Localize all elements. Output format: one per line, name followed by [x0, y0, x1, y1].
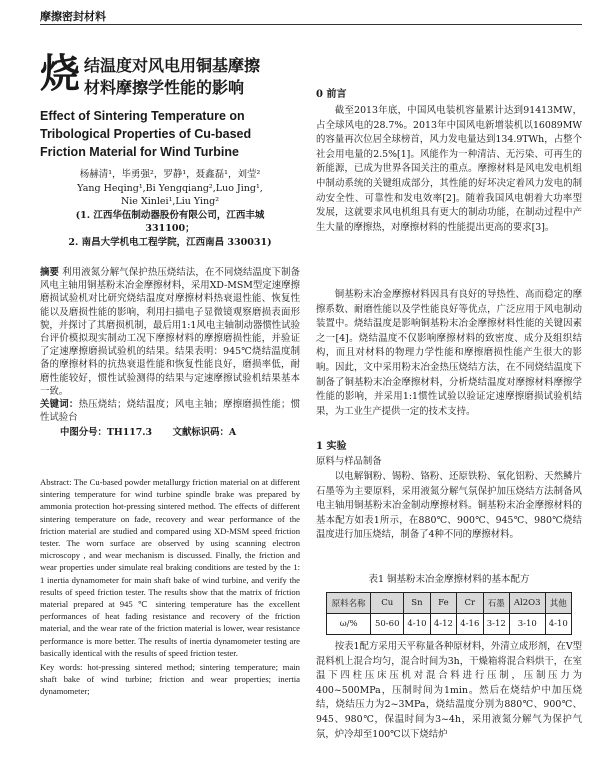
table-cell: 4-12 — [430, 614, 456, 635]
experiment-subheading: 原料与样品制备 — [316, 456, 382, 467]
header-rule — [40, 24, 582, 25]
experiment-paragraph-1: 以电解铜粉、锡粉、铬粉、还原铁粉、氧化铝粉、天然鳞片石墨等为主要原料，采用液氮分解气氛保护加压烧结方法制备风电主轴用铜基粉末冶金制动摩擦材料。铜基粉末冶金摩擦材料的基本配方如表1所示，在880℃、900℃、945℃、980℃烧结温度进行加压烧结，制备了4种不同的摩擦材料。 — [316, 471, 582, 541]
doc-code: A — [228, 427, 237, 439]
title-drop-cap: 烧 — [40, 51, 80, 97]
table-cell: 50-60 — [371, 614, 404, 635]
table-row — [327, 614, 572, 635]
abstract-cn-label: 摘要 — [40, 267, 60, 278]
doc-code-label: 文献标识码： — [172, 427, 229, 439]
title-en-line3: Friction Material for Wind Turbine — [40, 145, 239, 159]
table-header-cell: Sn — [404, 593, 430, 614]
authors-en-line2: Nie Xinlei¹,Liu Ying² — [120, 196, 220, 207]
title-cn-line2: 材料摩擦学性能的影响 — [84, 78, 245, 97]
title-en-line2: Tribological Properties of Cu-based — [40, 127, 252, 141]
clc-label: 中图分号： — [60, 427, 107, 439]
table-header-cell: Al2O3 — [510, 593, 545, 614]
keywords-cn: 热压烧结；烧结温度；风电主轴；摩擦磨损性能；惯性试验台 — [40, 399, 300, 424]
keywords-cn-label: 关键词： — [40, 399, 79, 411]
table-header-cell: 其他 — [545, 593, 572, 614]
experiment-heading: 1 实验 — [316, 441, 347, 452]
table-header-cell: Cr — [457, 593, 483, 614]
foreword-paragraph-1: 截至2013年底，中国风电装机容量累计达到91413MW，占全球风电的28.7%。2013年中国风电新增装机以16089MW的容量再次位居全球榜首，风力发电量达到134.9TWh，占整个社会用电量的2.5%[1]。风能作为一种清洁、无污染、可再生的新能源，已成为世界各国关注的重点。摩擦材料是风电发电机组中制动系统的关键组成部分，其性能的好坏决定着风力发电的制动安全性、可靠性和发电效率[2]。随着我国风电朝着大功率型发展，这就要求风电机组具有更大的制动功能，在制动过程中产生大量的摩擦热，对摩擦材料的性能提出更高的要求[3]。 — [316, 105, 582, 233]
table-cell: 3-10 — [510, 614, 545, 635]
table-header-row — [327, 593, 572, 614]
table-cell: 4-10 — [545, 614, 572, 635]
authors-en-line1: Yang Heqing¹,Bi Yengqiang²,Luo Jing¹, — [77, 183, 263, 194]
keywords-en-label: Key words: — [40, 662, 83, 673]
table-cell: 4-16 — [457, 614, 483, 635]
table-header-cell: 原料名称 — [327, 593, 371, 614]
clc-number: TH117.3 — [106, 427, 153, 439]
authors-cn: 杨赫清¹，毕勇强²，罗静¹，聂鑫磊¹，刘莹² — [79, 169, 261, 180]
affiliation-1-line1: (1. 江西华伍制动器股份有限公司，江西丰城 — [75, 210, 265, 221]
foreword-paragraph-2: 铜基粉末冶金摩擦材料因具有良好的导热性、高而稳定的摩擦系数、耐磨性能以及学性能良好等优点，广泛应用于风电制动装置中。烧结温度是影响铜基粉末冶金摩擦材料性能的关键因素之一[4]。烧结温度不仅影响摩擦材料的致密度、成分及组织结构，而且对材料的物理力学性能和摩擦磨损性能产生很大的影响。因此，文中采用粉末冶金热压烧结方法，在不同烧结温度下制备了铜基粉末冶金摩擦材料，分析烧结温度对摩擦材料摩擦学性能的影响，并采用1:1惯性试验以验证定速摩擦磨损试验机结果，为工业生产提供一定的技术支持。 — [316, 289, 582, 417]
composition-table — [326, 592, 572, 635]
table-header-cell: Fe — [430, 593, 456, 614]
table-cell: ω/% — [327, 614, 371, 635]
affiliation-1-line2: 331100； — [145, 223, 195, 234]
table-cell: 4-10 — [404, 614, 430, 635]
title-cn-line1: 结温度对风电用铜基摩擦 — [84, 56, 261, 75]
experiment-paragraph-2: 按表1配方采用天平称量各种原材料，外清立成形剂，在V型混料机上混合均匀，混合时间为3h，干燥箱将混合料烘干，在室温下四柱压床压机对混合料进行压制，压制压力为400~500MPa，压制时间为1min。然后在烧结炉中加压烧结，烧结压力为2~3MPa，烧结温度分别为880℃、900℃、945、980℃，保温时间为3~4h，采用液氮分解气为保护气氛，炉冷却至100℃以下烧结炉 — [316, 641, 582, 740]
section-label: 摩擦密封材料 — [40, 10, 106, 23]
title-en-line1: Effect of Sintering Temperature on — [40, 109, 245, 123]
abstract-en — [40, 476, 300, 698]
table-cell: 3-12 — [483, 614, 509, 635]
table-caption: 表1 铜基粉末冶金摩擦材料的基本配方 — [368, 574, 530, 585]
abstract-cn — [40, 266, 300, 440]
abstract-cn-text: 利用液氮分解气保护热压烧结法，在不同烧结温度下制备风电主轴用铜基粉末冶金摩擦材料，采用XD-MSM型定速摩擦磨损试验机对比研究烧结温度对摩擦材料热衰退性能、恢复性能以及磨损性能的影响，利用扫描电子显微镜观察磨损表面形貌，并探讨了其磨损机制，最后用1:1风电主轴制动器惯性试验台评价模拟现实制动工况下摩擦材料的摩擦磨损性能，并验证了定速摩擦磨损试验机的结果。结果表明：945℃烧结温度制备的摩擦材料的抗热衰退性能和恢复性能良好，磨损率低，耐磨性能较好，惯性试验测得的结果与定速摩擦试验机结果基本一致。 — [40, 267, 300, 397]
table-header-cell: 石墨 — [483, 593, 509, 614]
foreword-heading: 0 前言 — [316, 89, 347, 100]
table-header-cell: Cu — [371, 593, 404, 614]
keywords-en: hot-pressing sintered method; sintering temperature; main shaft bake of wind turbine; friction and wear properties; inertia dynamometer; — [40, 662, 300, 697]
abstract-en-text: Abstract: The Cu-based powder metallurgy friction material on at different sintering temperature for wind turbine spindle brake was prepared by ammonia protection hot-pressing sintered method. The effects of different sintering temperature on fade, recovery and wear performance of the friction material are studied and compared using XD-MSM speed friction tester. The worn surface are observed by using scanning electron microscopy , and wear mechanism is discussed. Finally, the friction and wear properties under simulate real braking conditions are tested by the 1: 1 inertia dynamometer for main shaft bake of wind turbine, and verify the results of speed friction tester. The results show that the matrix of friction material prepared at 945 ℃ sintering temperature has the excellent performances of heat fading resistance and recovery of the friction material, and the wear rate of the friction material is lower, wear resistance performance is more better. The results of inertia dynamometer testing are basically identical with the results of speed friction tester. — [40, 477, 300, 658]
affiliation-2: 2. 南昌大学机电工程学院，江西南昌 330031) — [68, 237, 272, 248]
